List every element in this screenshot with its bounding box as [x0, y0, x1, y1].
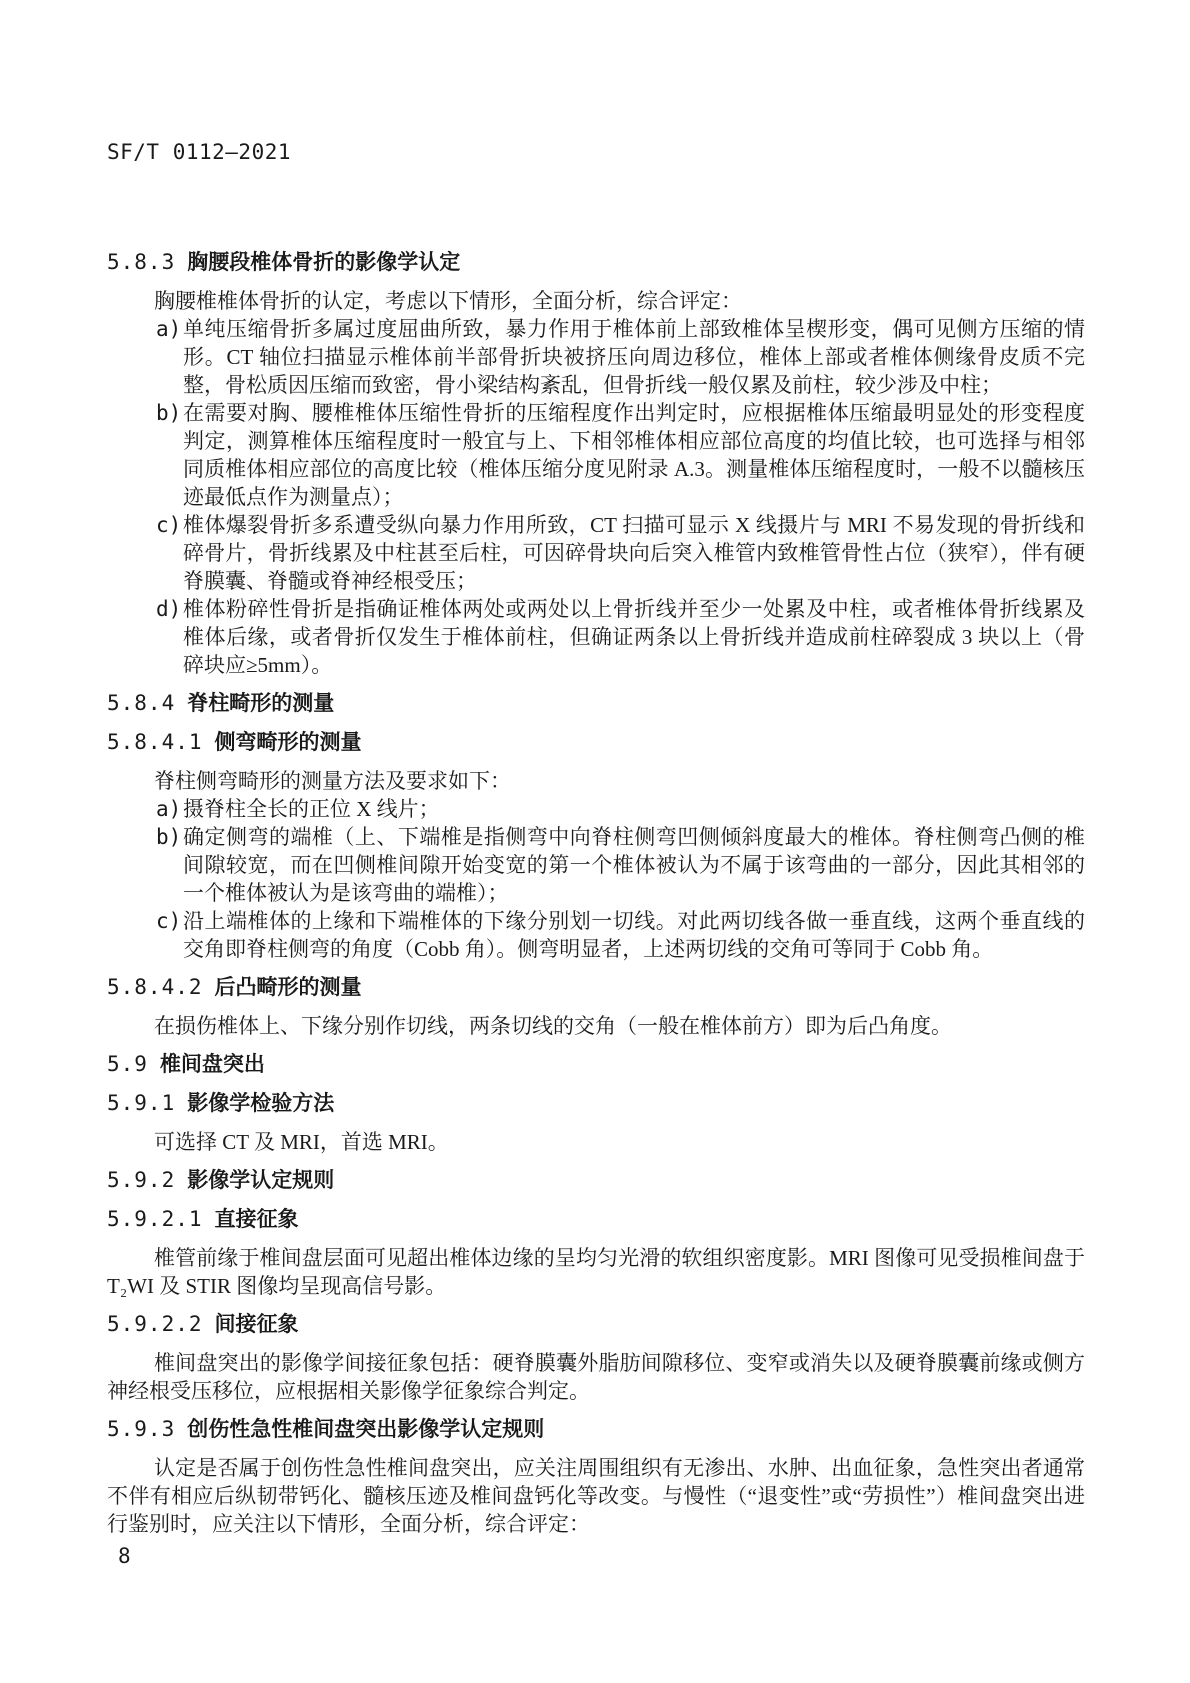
document-standard-number: SF/T 0112—2021 — [107, 140, 292, 164]
page-number: 8 — [118, 1544, 131, 1568]
list-item-text: 确定侧弯的端椎（上、下端椎是指侧弯中向脊柱侧弯凹侧倾斜度最大的椎体。脊柱侧弯凸侧的椎间隙较宽，而在凹侧椎间隙开始变宽的第一个椎体被认为不属于该弯曲的一部分，因此其相邻的一个椎体被认为是该弯曲的端椎）； — [183, 825, 1085, 905]
list-item — [156, 399, 1085, 511]
list-item-label: b) — [156, 401, 182, 425]
list-item-text: 单纯压缩骨折多属过度屈曲所致，暴力作用于椎体前上部致椎体呈楔形变，偶可见侧方压缩的情形。CT 轴位扫描显示椎体前半部骨折块被挤压向周边移位，椎体上部或者椎体侧缘骨皮质不完整，骨松质因压缩而致密，骨小梁结构紊乱，但骨折线一般仅累及前柱，较少涉及中柱； — [183, 317, 1085, 397]
section-number: 5.9.1 — [107, 1091, 176, 1115]
list-item — [156, 907, 1085, 963]
list-item — [156, 315, 1085, 399]
list-item — [156, 823, 1085, 907]
list-item-label: c) — [156, 513, 182, 537]
section-title: 胸腰段椎体骨折的影像学认定 — [187, 251, 461, 274]
document-content — [107, 238, 1085, 1538]
lettered-list — [107, 795, 1085, 963]
section-title: 侧弯畸形的测量 — [214, 731, 362, 754]
paragraph: 椎间盘突出的影像学间接征象包括：硬脊膜囊外脂肪间隙移位、变窄或消失以及硬脊膜囊前缘或侧方神经根受压移位，应根据相关影像学征象综合判定。 — [107, 1351, 1085, 1403]
list-item-text: 沿上端椎体的上缘和下端椎体的下缘分别划一切线。对此两切线各做一垂直线，这两个垂直线的交角即脊柱侧弯的角度（Cobb 角）。侧弯明显者，上述两切线的交角可等同于 Cobb 角。 — [183, 909, 1085, 961]
list-item-text: 摄脊柱全长的正位 X 线片； — [183, 797, 440, 821]
section-title: 间接征象 — [214, 1313, 299, 1336]
list-item-label: a) — [156, 797, 182, 821]
section-title: 影像学检验方法 — [187, 1092, 335, 1115]
section-heading — [107, 1310, 1085, 1339]
section-title: 创伤性急性椎间盘突出影像学认定规则 — [187, 1418, 545, 1441]
section-number: 5.9 — [107, 1052, 148, 1076]
list-item — [156, 795, 1085, 823]
section-title: 直接征象 — [214, 1208, 299, 1231]
list-item-label: c) — [156, 909, 182, 933]
list-item-text: 在需要对胸、腰椎椎体压缩性骨折的压缩程度作出判定时，应根据椎体压缩最明显处的形变程度判定，测算椎体压缩程度时一般宜与上、下相邻椎体相应部位高度的均值比较，也可选择与相邻同质椎体相应部位的高度比较（椎体压缩分度见附录 A.3。测量椎体压缩程度时，一般不以髓核压迹最低点作为测量点）； — [183, 401, 1085, 509]
section-heading — [107, 728, 1085, 757]
section-title: 椎间盘突出 — [159, 1053, 265, 1076]
list-item-label: a) — [156, 317, 182, 341]
paragraph: 椎管前缘于椎间盘层面可见超出椎体边缘的呈均匀光滑的软组织密度影。MRI 图像可见受损椎间盘于 T₂WI 及 STIR 图像均呈现高信号影。 — [107, 1246, 1085, 1298]
section-number: 5.8.4.1 — [107, 730, 203, 754]
paragraph: 认定是否属于创伤性急性椎间盘突出，应关注周围组织有无渗出、水肿、出血征象，急性突出者通常不伴有相应后纵韧带钙化、髓核压迹及椎间盘钙化等改变。与慢性（“退变性”或“劳损性”）椎间盘突出进行鉴别时，应关注以下情形，全面分析，综合评定： — [107, 1456, 1085, 1536]
section-number: 5.9.2.2 — [107, 1312, 203, 1336]
paragraph: 脊柱侧弯畸形的测量方法及要求如下： — [154, 769, 511, 793]
section-heading — [107, 1166, 1085, 1195]
section-title: 脊柱畸形的测量 — [187, 692, 335, 715]
paragraph: 胸腰椎椎体骨折的认定，考虑以下情形，全面分析，综合评定： — [154, 289, 742, 313]
section-title: 后凸畸形的测量 — [214, 976, 362, 999]
section-number: 5.8.3 — [107, 250, 176, 274]
section-number: 5.8.4 — [107, 691, 176, 715]
section-number: 5.8.4.2 — [107, 975, 203, 999]
list-item-label: b) — [156, 825, 182, 849]
list-item-text: 椎体爆裂骨折多系遭受纵向暴力作用所致，CT 扫描可显示 X 线摄片与 MRI 不易发现的骨折线和碎骨片，骨折线累及中柱甚至后柱，可因碎骨块向后突入椎管内致椎管骨性占位（狭窄），伴有硬脊膜囊、脊髓或脊神经根受压； — [183, 513, 1085, 593]
section-heading — [107, 248, 1085, 277]
section-number: 5.9.2 — [107, 1168, 176, 1192]
list-item — [156, 595, 1085, 679]
section-heading — [107, 1089, 1085, 1118]
section-heading — [107, 973, 1085, 1002]
list-item — [156, 511, 1085, 595]
section-number: 5.9.3 — [107, 1417, 176, 1441]
section-heading — [107, 1050, 1085, 1079]
section-heading — [107, 1415, 1085, 1444]
section-title: 影像学认定规则 — [187, 1169, 335, 1192]
section-number: 5.9.2.1 — [107, 1207, 203, 1231]
list-item-text: 椎体粉碎性骨折是指确证椎体两处或两处以上骨折线并至少一处累及中柱，或者椎体骨折线累及椎体后缘，或者骨折仅发生于椎体前柱，但确证两条以上骨折线并造成前柱碎裂成 3 块以上（骨碎块应≥5mm）。 — [183, 597, 1085, 677]
list-item-label: d) — [156, 597, 182, 621]
section-heading — [107, 689, 1085, 718]
paragraph: 可选择 CT 及 MRI，首选 MRI。 — [154, 1130, 449, 1154]
lettered-list — [107, 315, 1085, 679]
paragraph: 在损伤椎体上、下缘分别作切线，两条切线的交角（一般在椎体前方）即为后凸角度。 — [154, 1014, 952, 1038]
section-heading — [107, 1205, 1085, 1234]
